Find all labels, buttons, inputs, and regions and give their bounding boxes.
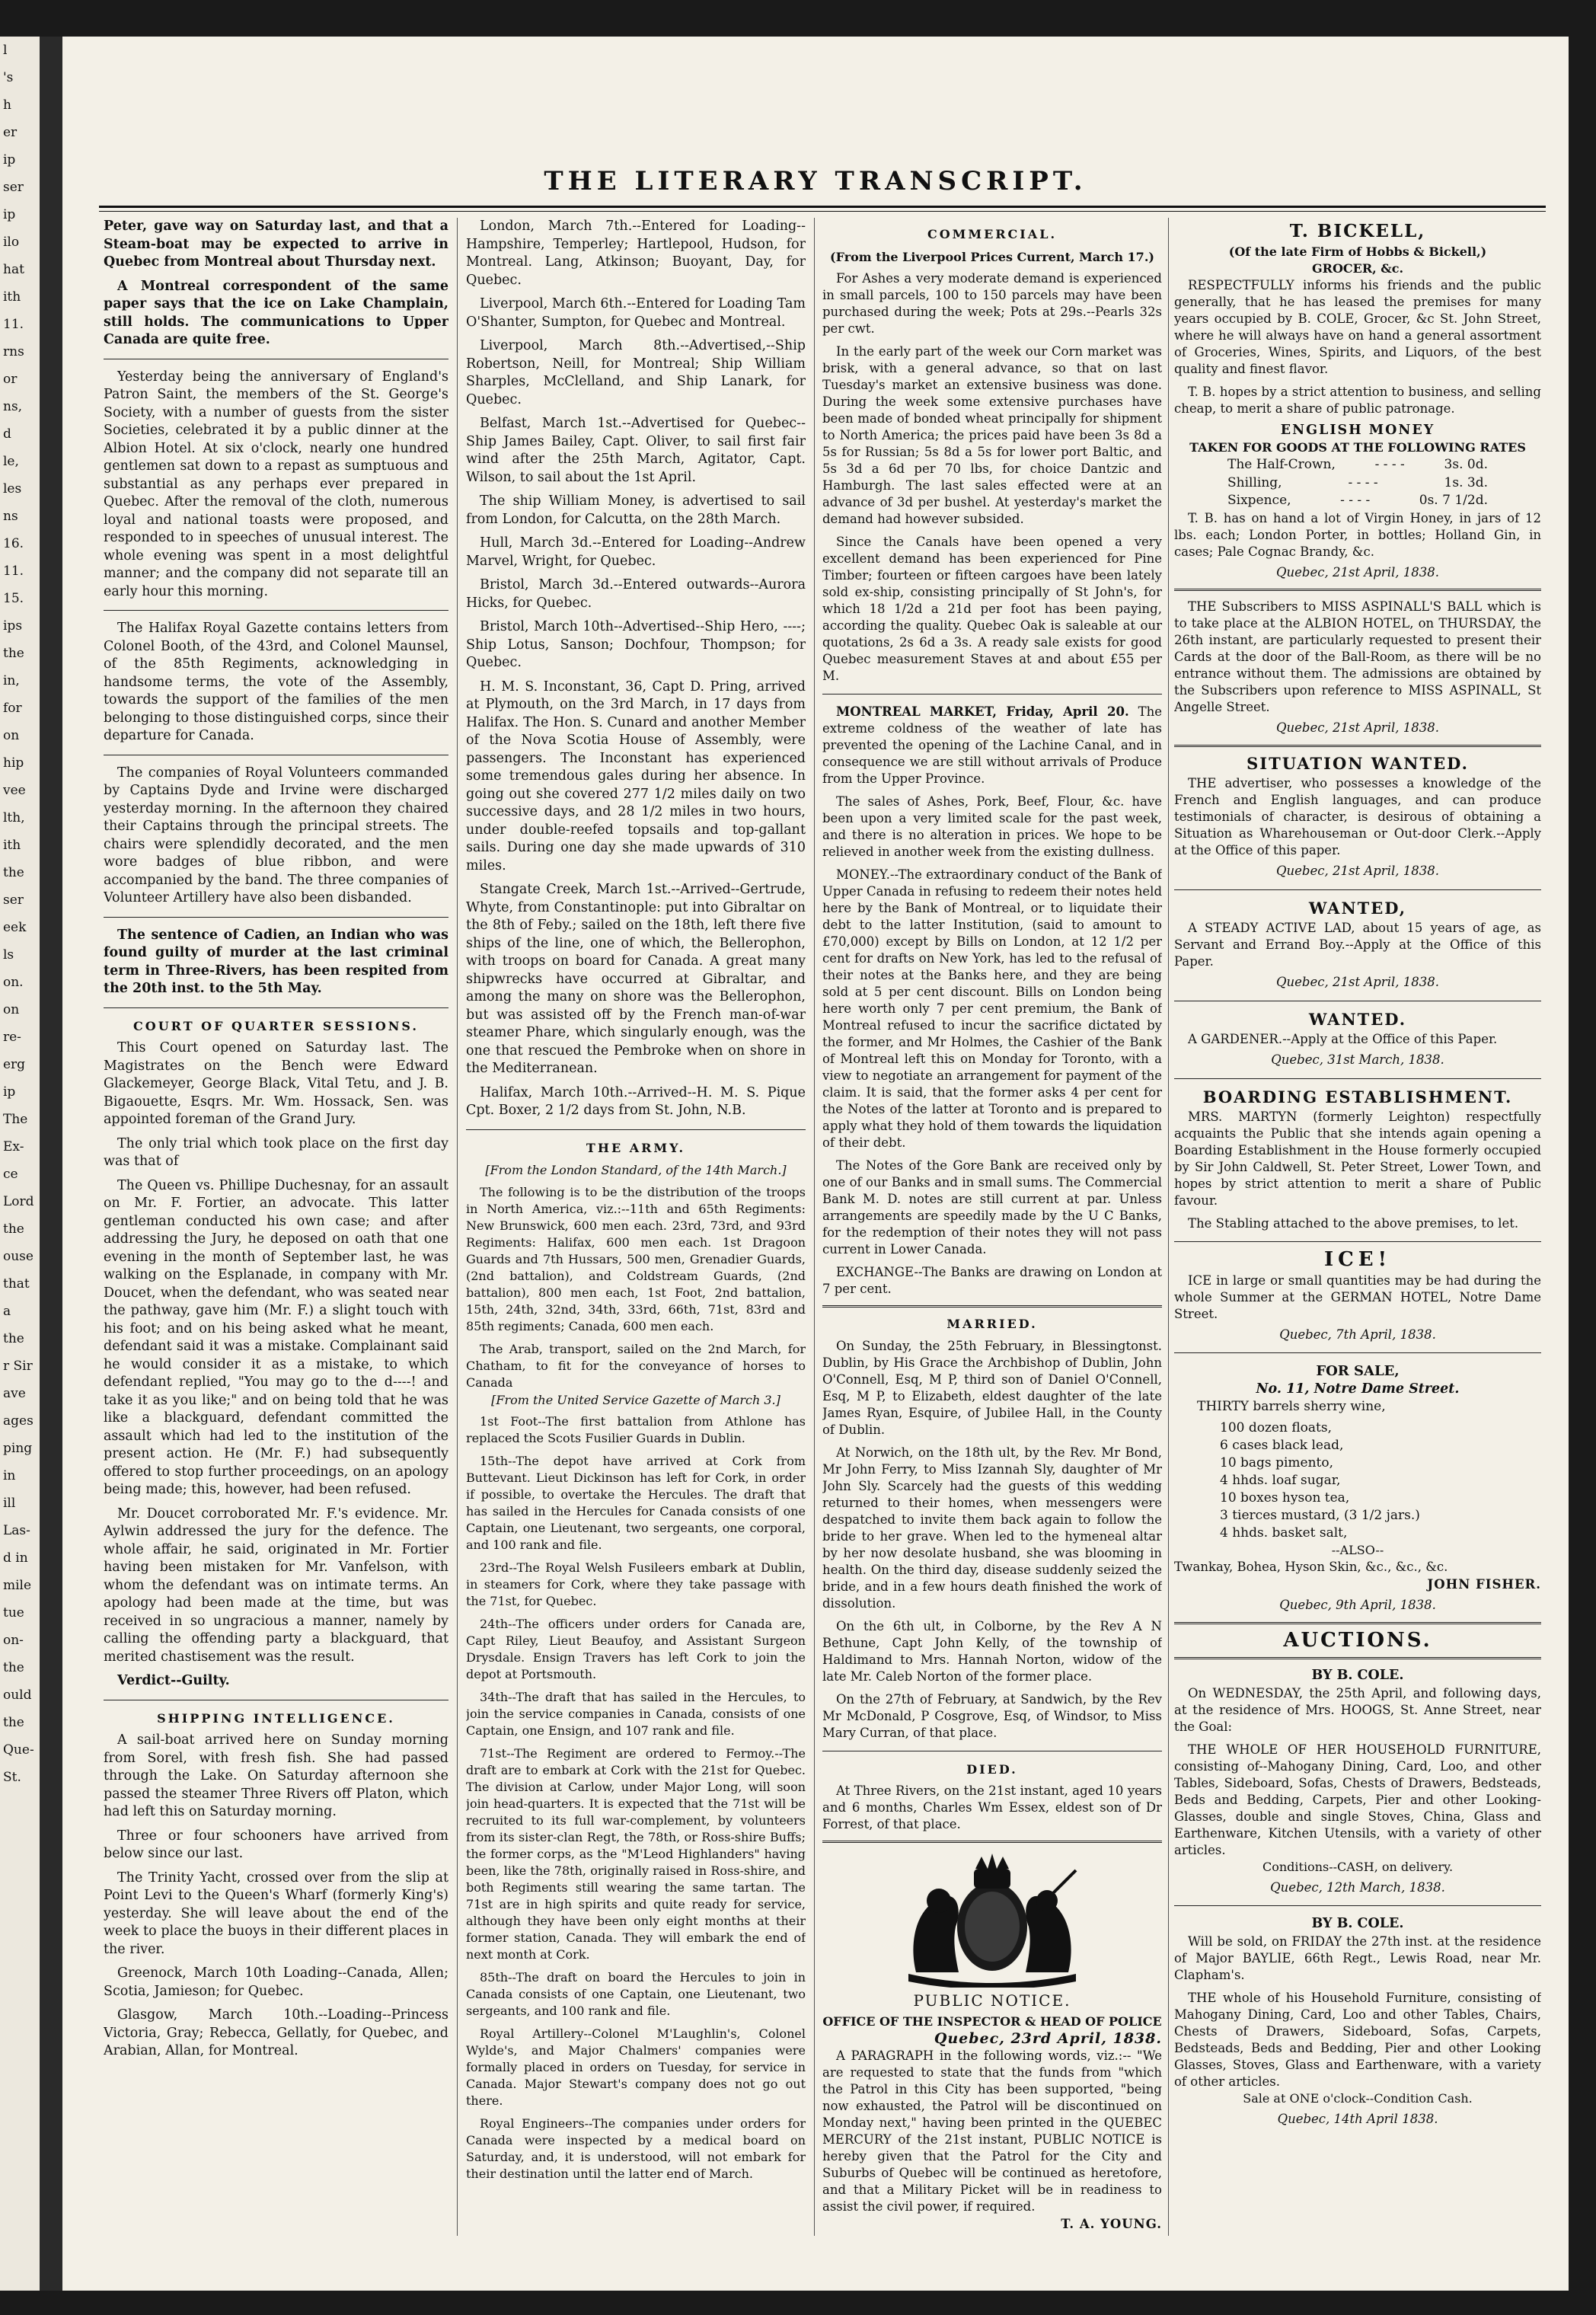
adjacent-page-fragment: er [3,125,18,140]
section-heading: COURT OF QUARTER SESSIONS. [133,1018,419,1033]
list-item: 4 hhds. basket salt, [1220,1525,1348,1541]
adjacent-page-fragment: ser [3,180,24,195]
divider [104,917,448,918]
source-note: [From the London Standard, of the 14th March.] [485,1163,787,1177]
column-3 [822,218,1162,2274]
list-item: 6 cases black lead, [1220,1437,1344,1453]
ad-paragraph: THE Subscribers to MISS ASPINALL'S BALL which is to take place at the ALBION HOTEL, on THURSDAY, the 26th instant, are particularly requested to present their Cards at the door of the Ball-Room, as there will be no entrance without them. The admissions are obtained by the Subscribers upon reference to MISS ASPINALL, St Angelle Street. [1174,599,1541,714]
article-paragraph: 1st Foot--The first battalion from Athlone has replaced the Scots Fusilier Guards in Dublin. [466,1414,806,1445]
article-paragraph: The only trial which took place on the first day was that of [104,1135,448,1169]
ad-paragraph: THE whole of his Household Furniture, consisting of Mahogany Dining, Card, Loo and other Tables, Chairs, Chests of Drawers, Sideboard, Sofas, Carpets, Bedsteads, Beds and Bedding, Pier and other Looking Glasses, Stoves, Glass and Earthenware, with a variety of other articles. [1174,1990,1541,2089]
rate-row: The Half-Crown, - - - - 3s. 0d. [1227,457,1488,472]
notice-paragraph: On Sunday, the 25th February, in Blessingtonst. Dublin, by His Grace the Archbishop of Dublin, John O'Connell, Esq, M P, third son of Daniel O'Connell, Esq, M P, to Elizabeth, eldest daughter of the late James Ryan, Esquire, of Jubilee Hall, in the County of Dublin. [822,1338,1162,1437]
column-4 [1174,218,1541,2274]
divider [1174,1905,1541,1906]
adjacent-page-fragment: eek [3,920,27,935]
notice-signature: T. A. YOUNG. [1061,2217,1162,2231]
adjacent-page-fragment: tue [3,1605,24,1620]
notice-paragraph: At Three Rivers, on the 21st instant, aged 10 years and 6 months, Charles Wm Essex, eldest son of Dr Forrest, of that place. [822,1783,1162,1831]
auctioneer: BY B. COLE. [1311,1916,1404,1931]
column-rule [457,218,458,2236]
notice-paragraph: On the 6th ult, in Colborne, by the Rev A N Bethune, Capt John Kelly, of the township of Haldimand to Mrs. Hannah Norton, widow of the late Mr. Caleb Norton of the former place. [822,1618,1162,1684]
ad-subheading: GROCER, &c. [1311,260,1404,276]
adjacent-page-fragment: in [3,1468,16,1483]
shipping-item: Liverpool, March 6th.--Entered for Loading Tam O'Shanter, Sumpton, for Quebec and Montreal. [466,296,806,330]
article-paragraph: A Montreal correspondent of the same paper says that the ice on Lake Champlain, still holds. The communications to Upper Canada are quite free. [104,278,448,347]
section-heading: DIED. [966,1761,1018,1777]
adjacent-page-fragment: or [3,372,18,387]
page-gutter [40,37,62,2291]
adjacent-page-fragment: ns [3,509,18,524]
ad-subheading: TAKEN FOR GOODS AT THE FOLLOWING RATES [1189,440,1526,455]
adjacent-page-fragment: hip [3,755,24,771]
article-paragraph: This Court opened on Saturday last. The Magistrates on the Bench were Edward Glackemeyer, George Black, Vital Tetu, and J. B. Bigaouette, Esqrs. Mr. Wm. Hossack, Sen. was appointed foreman of the Grand Jury. [104,1040,448,1127]
sale-tea: Twankay, Bohea, Hyson Skin, &c., &c., &c. [1174,1559,1448,1574]
adjacent-page-fragment: that [3,1276,30,1292]
market-heading: MONTREAL MARKET, Friday, April 20. [836,704,1129,719]
article-paragraph: Glasgow, March 10th.--Loading--Princess Victoria, Gray; Rebecca, Gellatly, for Quebec, and Arabian, Allan, for Montreal. [104,2007,448,2058]
divider [1174,1078,1541,1079]
shipping-item: London, March 7th.--Entered for Loading--Hampshire, Temperley; Hartlepool, Hudson, for Montreal. Lang, Atkinson; Buoyant, Day, for Quebec. [466,219,806,288]
adjacent-page-fragment: 11. [3,564,24,579]
divider [104,610,448,611]
newspaper-page [62,37,1569,2291]
adjacent-page-fragment: ave [3,1386,26,1401]
article-paragraph: The Halifax Royal Gazette contains letters from Colonel Booth, of the 43rd, and Colonel Maunsel, of the 85th Regiments, acknowledging in handsome terms, the vote of the Assembly, towards the support of the families of the men belonging to those distinguished corps, since their departure for Canada. [104,621,448,743]
section-heading: PUBLIC NOTICE. [913,1991,1071,2010]
column-2 [466,218,806,2274]
verdict: Verdict--Guilty. [117,1673,230,1688]
adjacent-page-fragment: 's [3,70,14,85]
article-paragraph: Yesterday being the anniversary of England's Patron Saint, the members of the St. George's Society, with a number of guests from the sister Societies, celebrated it by a public dinner at the Albion Hotel. At six o'clock, nearly one hundred gentlemen sat down to a repast as sumptuous and substantial as any perhaps ever prepared in Quebec. After the removal of the cloth, numerous loyal and national toasts were proposed, and responded to in speeches of unusual interest. The whole evening was spent in a most delightful manner; and the company did not separate till an early hour this morning. [104,369,448,599]
ad-subheading: ENGLISH MONEY [1280,422,1435,438]
auction-conditions: Sale at ONE o'clock--Condition Cash. [1243,2090,1473,2106]
ad-date: Quebec, 31st March, 1838. [1271,1052,1444,1067]
adjacent-page-fragment: ilo [3,235,20,250]
ad-paragraph: T. B. has on hand a lot of Virgin Honey, in jars of 12 lbs. each; London Porter, in bottles; Holland Gin, in cases; Pale Cognac Brandy, &c. [1174,510,1541,559]
adjacent-page-fragment: ser [3,892,24,908]
notice-paragraph: A PARAGRAPH in the following words, viz.:-- "We are requested to state that the funds from "which the Patrol in this City has been supported, "being now exhausted, the Patrol will be discontinued on Monday next," having been printed in the QUEBEC MERCURY of the 21st instant, PUBLIC NOTICE is hereby given that the Patrol for the City and Suburbs of Quebec will be continued as heretofore, and that a Military Picket will be in readiness to assist the civil power, if required. [822,2048,1162,2214]
adjacent-page-fragment: the [3,646,24,661]
auction-conditions: Conditions--CASH, on delivery. [1262,1859,1454,1874]
masthead-rule [99,206,1546,208]
ad-paragraph: THE advertiser, who possesses a knowledge of the French and English languages, and can produce testimonials of character, is desirous of obtaining a Situation as Wharehouseman or Out-door Clerk.--Apply at the Office of this paper. [1174,776,1541,857]
adjacent-page-fragment: for [3,701,22,716]
article-paragraph: 85th--The draft on board the Hercules to join in Canada consists of one Captain, one Lieutenant, two sergeants, and 100 rank and file. [466,1970,806,2018]
adjacent-page-fragment: Lord [3,1194,34,1209]
adjacent-page-fragment: 11. [3,317,24,332]
article-paragraph: The Notes of the Gore Bank are received only by one of our Banks and in small sums. The Commercial Bank M. D. notes are still current at par. Unless arrangements are speedily made by the U C Banks, for the redemption of their notes they will not pass current in Lower Canada. [822,1158,1162,1256]
adjacent-page-fragment: rns [3,344,24,359]
ad-paragraph: MRS. MARTYN (formerly Leighton) respectfully acquaints the Public that she intends again opening a Boarding Establishment in the House formerly occupied by Sir John Caldwell, St. Peter Street, Lower Town, and hopes by strict attention to merit a share of Public favour. [1174,1110,1541,1208]
adjacent-page-fragment: ls [3,947,14,963]
divider [466,1129,806,1130]
article-paragraph: The Trinity Yacht, crossed over from the slip at Point Levi to the Queen's Wharf (formerly King's) yesterday. She will leave about the end of the week to place the buoys in their different places in the river. [104,1870,448,1957]
rate-row: Shilling, - - - - 1s. 3d. [1227,474,1488,490]
adjacent-page-fragment: The [3,1112,28,1127]
royal-coat-of-arms-icon [822,1850,1162,1988]
ad-heading: ICE! [1323,1248,1392,1271]
shipping-item: The ship William Money, is advertised to sail from London, for Calcutta, on the 28th March. [466,493,806,527]
article-paragraph: MONEY.--The extraordinary conduct of the Bank of Upper Canada in refusing to redeem their notes held here by the Bank of Montreal, or to liquidate their debt to the latter Institution, (said to amount to £70,000) except by Bills on London, at 12 1/2 per cent for drafts on New York, has led to the refusal of their notes at the Banks here, and they are being sold at 5 per cent discount. Bills on London being here worth only 7 per cent premium, the Bank of Montreal refused to incur the sacrifice dictated by the former, and Mr Holmes, the Cashier of the Bank of Montreal left this on Monday for Toronto, with a view to negotiate an arrangement for payment of the claim. It is said, that the former asks 4 per cent for the Notes of the latter at Toronto and is prepared to apply what they hold of them towards the liquidation of their debt. [822,867,1162,1150]
article-paragraph: 23rd--The Royal Welsh Fusileers embark at Dublin, in steamers for Cork, where they take passage with the 71st, for Quebec. [466,1560,806,1608]
adjacent-page-fragment: d [3,426,11,442]
adjacent-page-fragment: the [3,865,24,880]
ad-subheading: No. 11, Notre Dame Street. [1256,1381,1460,1397]
section-heading: AUCTIONS. [1283,1628,1432,1652]
adjacent-page-fragment: l [3,43,8,58]
notice-paragraph: On the 27th of February, at Sandwich, by the Rev Mr McDonald, P Cosgrove, Esq, of Windsor, to Miss Mary Curran, of that place. [822,1691,1162,1740]
adjacent-page-fragment: le, [3,454,19,469]
notice-paragraph: At Norwich, on the 18th ult, by the Rev. Mr Bond, Mr John Ferry, to Miss Izannah Sly, daughter of Mr John Sly. Scarcely had the guests of this wedding returned to their homes, when messengers were despatched to invite them back again to follow the bride to her grave. When led to the hymeneal altar by her now desolate husband, she was blooming in health. On the third day, disease suddenly seized the bride, and in a few hours death finished the work of dissolution. [822,1445,1162,1611]
adjacent-page-fragment: a [3,1304,11,1319]
article-paragraph: 34th--The draft that has sailed in the Hercules, to join the service companies in Canada, consists of one Captain, one Ensign, and 107 rank and file. [466,1690,806,1738]
adjacent-page-fragment: h [3,97,11,113]
ad-subheading: (Of the late Firm of Hobbs & Bickell,) [1228,244,1487,259]
ad-paragraph: On WEDNESDAY, the 25th April, and following days, at the residence of Mrs. HOOGS, St. Anne Street, near the Goal: [1174,1685,1541,1734]
ad-paragraph: THE WHOLE OF HER HOUSEHOLD FURNITURE, consisting of--Mahogany Dining, Card, Loo, and other Tables, Sideboard, Sofas, Chests of Drawers, Bedsteads, Beds and Bedding, Carpets, Pier and other Looking-Glasses, double and single Stoves, China, Glass and Earthenware, Kitchen Utensils, with a variety of other articles. [1174,1742,1541,1857]
ad-date: Quebec, 12th March, 1838. [1270,1879,1445,1895]
section-heading: THE ARMY. [586,1140,686,1155]
column-rule [1168,218,1169,2236]
section-heading: MARRIED. [946,1317,1038,1331]
notice-office: OFFICE OF THE INSPECTOR & HEAD OF POLICE [822,2013,1162,2029]
adjacent-page-fragment: ce [3,1167,18,1182]
article-paragraph: The companies of Royal Volunteers commanded by Captains Dyde and Irvine were discharged yesterday morning. In the afternoon they chaired their Captains through the principal streets. The chairs were splendidly decorated, and the men wore badges of blue ribbon, and were accompanied by the band. The three companies of Volunteer Artillery have also been disbanded. [104,765,448,905]
article-paragraph: A sail-boat arrived here on Sunday morning from Sorel, with fresh fish. She had passed through the Lake. On Saturday afternoon she passed the steamer Three Rivers off Platon, which had left this on Saturday morning. [104,1732,448,1819]
section-heading: COMMERCIAL. [927,227,1058,241]
adjacent-page-fragment: St. [3,1770,21,1785]
ad-paragraph: ICE in large or small quantities may be had during the whole Summer at the GERMAN HOTEL, Notre Dame Street. [1174,1272,1541,1321]
masthead-rule-thin [99,211,1546,212]
divider [1174,1622,1541,1624]
adjacent-page-fragment: the [3,1331,24,1346]
divider [104,1007,448,1008]
adjacent-page-fragment: ip [3,1084,16,1100]
article-paragraph: Mr. Doucet corroborated Mr. F.'s evidence. Mr. Aylwin addressed the jury for the defence. The whole affair, he said, originated in Mr. Fortier having been mistaken for Mr. Vanfelson, with whom the defendant was on intimate terms. An apology had been made at the time, but was received in so ungracious a manner, namely by calling the offending party a blackguard, that merited chastisement was the result. [104,1506,448,1665]
article-paragraph: 24th--The officers under orders for Canada are, Capt Riley, Lieut Beaufoy, and Assistant Surgeon Drysdale. Ensign Travers has left Cork to join the depot at Portsmouth. [466,1617,806,1681]
ad-paragraph: A GARDENER.--Apply at the Office of this Paper. [1188,1032,1498,1046]
ad-date: Quebec, 21st April, 1838. [1276,975,1439,989]
shipping-item: Liverpool, March 8th.--Advertised,--Ship Robertson, Neill, for Montreal; Ship William Sharples, McClelland, and Ship Lanark, for Quebec. [466,338,806,407]
adjacent-page-fragment: ill [3,1496,16,1511]
adjacent-page-fragment: erg [3,1057,26,1072]
sale-intro: THIRTY barrels sherry wine, [1197,1399,1386,1414]
market-text: The extreme coldness of the weather of late has prevented the opening of the Lachine Canal, and in consequence we are still without arrivals of Produce from the Upper Province. [822,704,1162,786]
ad-heading: WANTED, [1308,898,1407,918]
adjacent-page-fragment: ping [3,1441,33,1456]
adjacent-page-fragment: on- [3,1633,24,1648]
shipping-item: Belfast, March 1st.--Advertised for Quebec--Ship James Bailey, Capt. Oliver, to sail first fair wind after the 25th March, Agitator, Capt. Wilson, to sail about the 1st April. [466,416,806,485]
divider [1174,1352,1541,1353]
list-item: 4 hhds. loaf sugar, [1220,1472,1341,1488]
auctioneer: BY B. COLE. [1311,1668,1404,1683]
adjacent-page-fragment: r Sir [3,1359,33,1374]
list-item: 3 tierces mustard, (3 1/2 jars.) [1220,1507,1420,1523]
adjacent-page-strip [0,37,40,2291]
adjacent-page-fragment: on [3,1002,20,1017]
adjacent-page-fragment: 16. [3,536,24,551]
adjacent-page-fragment: ould [3,1688,32,1703]
adjacent-page-fragment: the [3,1660,24,1675]
article-paragraph: Since the Canals have been opened a very excellent demand has been experienced for Pine Timber; fourteen or fifteen cargoes have been lately sold ex-ship, consisting principally of St John's, for which 18 1/2d a 21d per foot has been paying, according the quality. Quebec Oak is saleable at our quotations, 2s 6d a 3s. A ready sale exists for good Quebec measurement Staves at and about £55 per M. [822,535,1162,683]
article-paragraph: The following is to be the distribution of the troops in North America, viz.:--11th and 65th Regiments: New Brunswick, 600 men each. 23rd, 73rd, and 93rd Regiments: Halifax, 600 men each. 1st Dragoon Guards and 7th Hussars, 500 men, Grenadier Guards, (2nd battalion), and Coldstream Guards, (2nd battalion), 800 men each, 1st Foot, 2nd battalion, 15th, 24th, 32nd, 34th, 33rd, 66th, 71st, 83rd and 85th regiments; Canada, 600 men each. [466,1184,806,1333]
masthead: THE LITERARY TRANSCRIPT. [544,166,1087,196]
ad-date: Quebec, 21st April, 1838. [1276,720,1439,735]
ad-heading: FOR SALE, [1316,1363,1400,1379]
ad-date: Quebec, 7th April, 1838. [1279,1327,1436,1342]
list-item: 100 dozen floats, [1220,1419,1333,1435]
adjacent-page-fragment: ith [3,838,21,853]
ad-date: Quebec, 21st April, 1838. [1276,564,1439,580]
article-paragraph: 71st--The Regiment are ordered to Fermoy.--The draft are to embark at Cork with the 21st for Quebec. The division at Carlow, under Major Long, will soon join head-quarters. It is expected that the 71st will be recruited to its full war-complement, by volunteers from its sister-clan Regt, the 78th, or Ross-shire Buffs; the former corps, as the "M'Leod Highlanders" having been, like the 78th, originally raised in Ross-shire, and both Regiments still wearing the same tartan. The 71st are in high spirits and quite ready for service, although they have been only eight months at their former station, Canada. They will embark the end of next month at Cork. [466,1746,806,1962]
article-paragraph: For Ashes a very moderate demand is experienced in small parcels, 100 to 150 parcels may have been purchased during the week; Pots at 29s.--Pearls 32s per cwt. [822,271,1162,336]
adjacent-page-fragment: re- [3,1030,21,1045]
adjacent-page-fragment: in, [3,673,20,688]
divider [822,1305,1162,1308]
column-rule [814,218,815,2236]
divider [1174,745,1541,747]
adjacent-page-fragment: on [3,728,20,743]
sale-list [1220,1419,1541,1542]
divider [1174,1657,1541,1659]
ad-heading: T. BICKELL, [1289,221,1426,241]
sale-also: --ALSO-- [1331,1542,1384,1557]
notice-date: Quebec, 23rd April, 1838. [934,2029,1162,2047]
adjacent-page-fragment: the [3,1221,24,1237]
article-paragraph: Three or four schooners have arrived from below since our last. [104,1828,448,1861]
article-paragraph: The sales of Ashes, Pork, Beef, Flour, &c. have been upon a very limited scale for the past week, and there is no alteration in prices. We hope to be relieved in another week from the existing dullness. [822,794,1162,859]
ad-heading: WANTED. [1308,1009,1407,1029]
divider [1174,1241,1541,1242]
adjacent-page-fragment: ip [3,152,16,168]
article-paragraph: EXCHANGE--The Banks are drawing on London at 7 per cent. [822,1265,1162,1296]
section-heading: SHIPPING INTELLIGENCE. [157,1710,395,1726]
adjacent-page-fragment: vee [3,783,26,798]
adjacent-page-fragment: lth, [3,810,25,825]
ad-date: Quebec, 9th April, 1838. [1279,1598,1436,1612]
ad-heading: SITUATION WANTED. [1246,753,1469,773]
shipping-item: H. M. S. Inconstant, 36, Capt D. Pring, arrived at Plymouth, on the 3rd March, in 17 days from Halifax. The Hon. S. Cunard and another Member of the Nova Scotia House of Assembly, were passengers. The Inconstant has experienced some tremendous gales during her absence. In going out she covered 277 1/2 miles daily on two successive days, and 28 1/2 miles in two hours, under double-reefed topsails and top-gallant sails. During one day she made upwards of 310 miles. [466,679,806,873]
shipping-item: Bristol, March 10th--Advertised--Ship Hero, ----; Ship Lotus, Sanson; Dochfour, Thompson; for Quebec. [466,619,806,670]
ad-paragraph: RESPECTFULLY informs his friends and the public generally, that he has leased the premises for many years occupied by B. COLE, Grocer, &c St. John Street, where he will always have on hand a general assortment of Groceries, Wines, Spirits, and Liquors, of the best quality and finest flavor. [1174,277,1541,376]
rate-row: Sixpence, - - - - 0s. 7 1/2d. [1227,493,1488,508]
shipping-item: Halifax, March 10th.--Arrived--H. M. S. Pique Cpt. Boxer, 2 1/2 days from St. John, N.B. [466,1084,806,1118]
article-paragraph: 15th--The depot have arrived at Cork from Buttevant. Lieut Dickinson has left for Cork, in order if possible, to overtake the Hercules. The draft that has sailed in the Hercules for Canada consists of one Captain, one Lieutenant, two sergeants, one corporal, and 100 rank and file. [466,1454,806,1552]
shipping-item: Bristol, March 3d.--Entered outwards--Aurora Hicks, for Quebec. [466,577,806,611]
adjacent-page-fragment: ith [3,289,21,305]
source-note: (From the Liverpool Prices Current, March 17.) [830,249,1154,264]
adjacent-page-fragment: ip [3,207,16,222]
article-paragraph: Peter, gave way on Saturday last, and that a Steam-boat may be expected to arrive in Quebec from Montreal about Thursday next. [104,219,448,270]
list-item: 10 bags pimento, [1220,1454,1333,1470]
adjacent-page-fragment: 15. [3,591,24,606]
adjacent-page-fragment: ips [3,618,23,634]
ad-date: Quebec, 14th April 1838. [1277,2111,1438,2126]
ad-paragraph: T. B. hopes by a strict attention to business, and selling cheap, to merit a share of public patronage. [1174,384,1541,416]
divider [822,1841,1162,1843]
sale-signature: JOHN FISHER. [1427,1576,1541,1592]
article-paragraph: Royal Artillery--Colonel M'Laughlin's, Colonel Wylde's, and Major Chalmers' companies were formally placed in orders on Tuesday, for service in Canada. Major Stewart's company does not go out there. [466,2026,806,2108]
shipping-item: Hull, March 3d.--Entered for Loading--Andrew Marvel, Wright, for Quebec. [466,535,806,569]
ad-paragraph: The Stabling attached to the above premises, to let. [1188,1216,1519,1231]
divider [1174,589,1541,591]
adjacent-page-fragment: Ex- [3,1139,24,1154]
adjacent-page-fragment: ns, [3,399,23,414]
adjacent-page-fragment: Que- [3,1742,34,1758]
adjacent-page-fragment: mile [3,1578,32,1593]
article-paragraph: In the early part of the week our Corn market was brisk, with a general advance, so that on last Tuesday's market an extensive business was done. During the week some extensive purchases have been made of bonded wheat principally for shipment to North America; the prices paid have been 3s 8d a 5s for Russian; 5s 8d a 5s for lower port Baltic, and 5s 3d a 6d per 70 lbs, for choice Dantzic and Hamburgh. The last sales effected were at an advance of 3d per bushel. At yesterday's market the demand had however subsided. [822,344,1162,526]
list-item: 10 boxes hyson tea, [1220,1490,1350,1506]
ad-date: Quebec, 21st April, 1838. [1276,864,1439,878]
column-1 [104,218,448,2274]
adjacent-page-fragment: on. [3,975,24,990]
article-paragraph: The sentence of Cadien, an Indian who was found guilty of murder at the last criminal term in Three-Rivers, has been respited from the 20th inst. to the 5th May. [104,927,448,996]
source-note: [From the United Service Gazette of March 3.] [491,1392,780,1407]
adjacent-page-fragment: the [3,1715,24,1730]
ad-heading: BOARDING ESTABLISHMENT. [1202,1087,1513,1106]
shipping-item: Stangate Creek, March 1st.--Arrived--Gertrude, Whyte, from Constantinople: put into Gibraltar on the 8th of Feby.; sailed on the 18th, left there five ships of the line, one of which, the Bellerophon, with troops on board for Canada. A great many shipwrecks have occurred at Gibraltar, and among the many on shore was the Bellerophon, but was assisted off by the French man-of-war steamer Phare, which singularly enough, was the one that rescued the Pembroke when on shore in the Mediterranean. [466,882,806,1076]
divider [1174,889,1541,890]
article-paragraph: The Queen vs. Phillipe Duchesnay, for an assault on Mr. F. Fortier, an advocate. This latter gentleman conducted his own case; and after addressing the Jury, he deposed on oath that one evening in the month of September last, he was walking on the Esplanade, in company with Mr. Doucet, when the defendant, who was seated near the pathway, gave him (Mr. F.) a slight touch with his foot; and on his being asked what he meant, defendant said it was a mistake. Complainant said he would consider it as a mistake, to which defendant replied, "You may go to the d----! and take it as you like;" and on being told that he was like a blackguard, defendant committed the assault which had led to the institution of the present action. He (Mr. F.) had subsequently offered to stop further proceedings, on an apology being made; this, however, had been refused. [104,1177,448,1497]
adjacent-page-fragment: d in [3,1550,28,1566]
ad-paragraph: A STEADY ACTIVE LAD, about 15 years of age, as Servant and Errand Boy.--Apply at the Office of this Paper. [1174,921,1541,969]
ad-paragraph: Will be sold, on FRIDAY the 27th inst. at the residence of Major BAYLIE, 66th Regt., Lewis Road, near Mr. Clapham's. [1174,1933,1541,1982]
adjacent-page-fragment: ages [3,1413,34,1429]
article-paragraph: The Arab, transport, sailed on the 2nd March, for Chatham, to fit for the conveyance of horses to Canada [466,1341,806,1390]
article-paragraph: Greenock, March 10th Loading--Canada, Allen; Scotia, Jamieson; for Quebec. [104,1965,448,1999]
article-paragraph: Royal Engineers--The companies under orders for Canada were inspected by a medical board on Saturday, and, it is understood, will not embark for their destination until the latter end of March. [466,2116,806,2181]
adjacent-page-fragment: hat [3,262,24,277]
adjacent-page-fragment: les [3,481,22,497]
adjacent-page-fragment: ouse [3,1249,34,1264]
adjacent-page-fragment: Las- [3,1523,30,1538]
